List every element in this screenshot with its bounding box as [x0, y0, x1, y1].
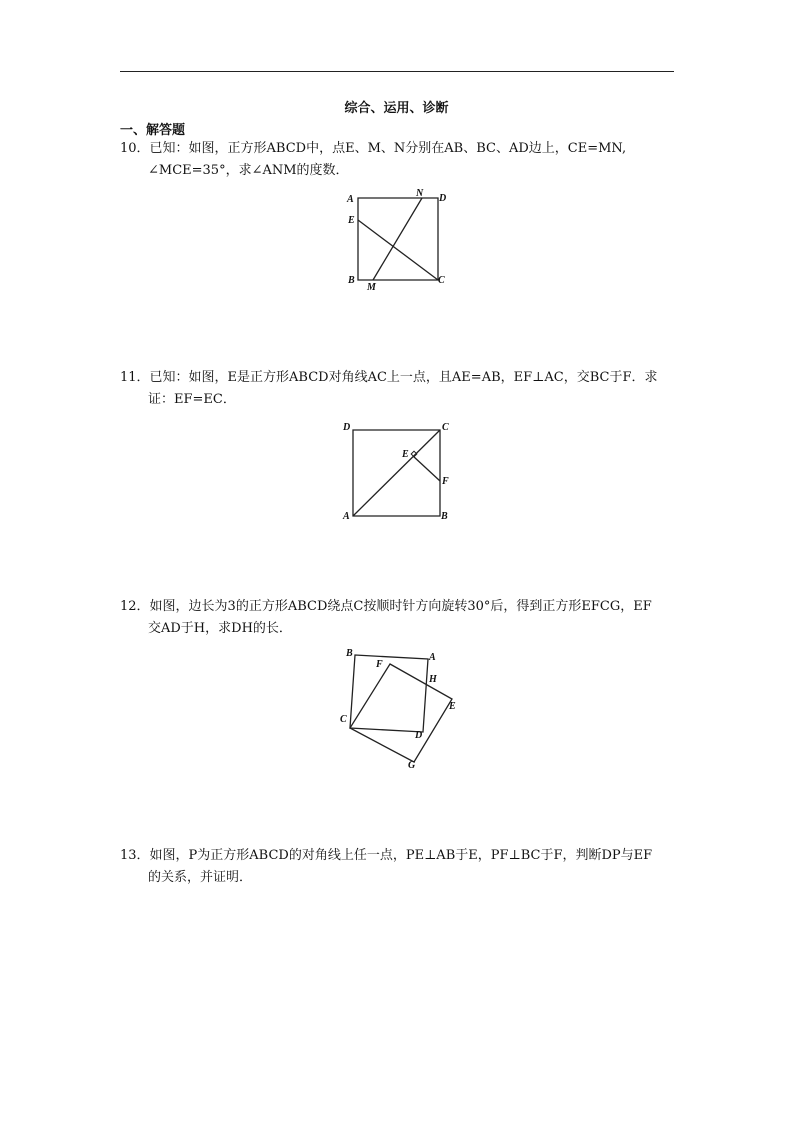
- question-number: 13．: [120, 848, 150, 863]
- question-11: [120, 367, 680, 411]
- question-text-line2: 的关系，并证明．: [148, 870, 253, 885]
- diagonal-ac: [353, 430, 440, 516]
- label-d: D: [439, 193, 447, 204]
- label-b: B: [348, 275, 355, 286]
- label-f: F: [376, 659, 383, 670]
- segment-ef: [413, 456, 440, 481]
- label-c: C: [340, 714, 347, 725]
- label-c: C: [438, 275, 445, 286]
- label-g: G: [408, 760, 416, 771]
- question-number: 12．: [120, 599, 150, 614]
- question-number: 10．: [120, 141, 150, 156]
- section-heading: 一、解答题: [120, 123, 186, 138]
- label-b: B: [346, 648, 353, 659]
- figure-rotation-q12: [338, 645, 468, 775]
- question-text-line1: 已知：如图，E是正方形ABCD对角线AC上一点，且AE=AB，EF⊥AC，交BC于F．求: [149, 370, 658, 385]
- label-b: B: [441, 511, 448, 522]
- page-title: 综合、运用、诊断: [344, 101, 449, 116]
- label-d: D: [343, 422, 351, 433]
- label-m: M: [367, 282, 376, 293]
- label-e: E: [402, 449, 409, 460]
- header-rule: [120, 71, 674, 72]
- question-12: [120, 596, 680, 640]
- label-e: E: [348, 215, 355, 226]
- label-a: A: [429, 652, 436, 663]
- label-c: C: [442, 422, 449, 433]
- question-text-line1: 已知：如图，正方形ABCD中，点E、M、N分别在AB、BC、AD边上，CE=MN,: [149, 141, 627, 156]
- figure-square-q10: [340, 185, 460, 295]
- label-f: F: [442, 476, 449, 487]
- segment-mn: [373, 198, 422, 280]
- question-13: [120, 845, 680, 889]
- label-h: H: [429, 674, 437, 685]
- label-d: D: [415, 730, 423, 741]
- question-10: [120, 138, 680, 182]
- figure-square-q11: [340, 418, 460, 528]
- question-text-line2: ∠MCE=35°，求∠ANM的度数．: [148, 163, 349, 178]
- label-a: A: [347, 194, 354, 205]
- question-text-line1: 如图，边长为3的正方形ABCD绕点C按顺时针方向旋转30°后，得到正方形EFCG，EF: [149, 599, 652, 614]
- label-e: E: [449, 701, 456, 712]
- question-number: 11．: [120, 370, 150, 385]
- question-text-line2: 证：EF=EC．: [148, 392, 236, 407]
- question-text-line1: 如图，P为正方形ABCD的对角线上任一点，PE⊥AB于E，PF⊥BC于F，判断DP与EF: [149, 848, 653, 863]
- label-a: A: [343, 511, 350, 522]
- segment-ce: [358, 220, 438, 280]
- label-n: N: [416, 188, 424, 199]
- question-text-line2: 交AD于H，求DH的长．: [148, 621, 292, 636]
